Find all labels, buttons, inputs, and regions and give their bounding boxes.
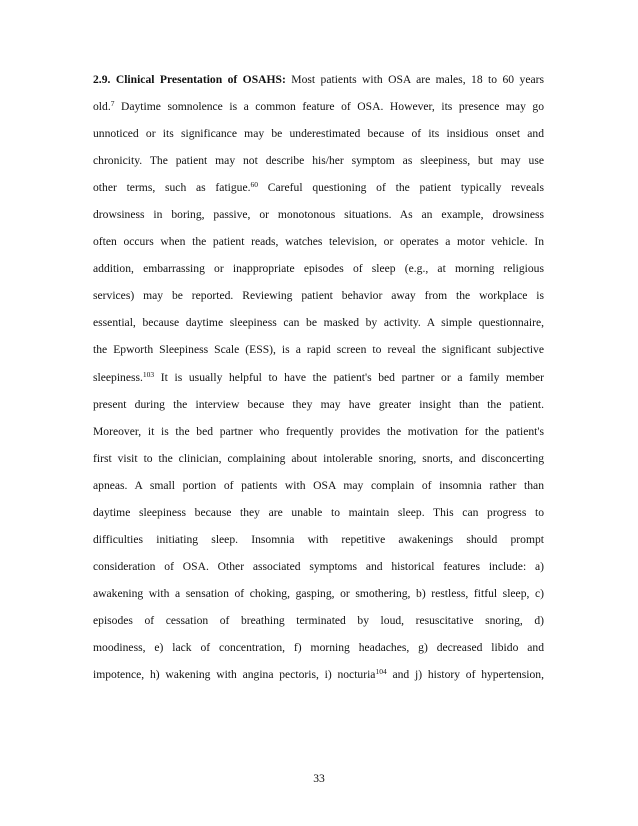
text-line	[93, 174, 544, 201]
text-line: consideration of OSA. Other associated symptoms and historical features include: a)	[93, 559, 544, 573]
text-line: chronicity. The patient may not describe his/her symptom as sleepiness, but may use	[93, 154, 544, 168]
text-line: episodes of cessation of breathing terminated by loud, resuscitative snoring, d)	[93, 613, 544, 627]
line-text: and j) history of hypertension,	[386, 668, 544, 682]
body-text	[93, 66, 544, 688]
text-line: first visit to the clinician, complaining about intolerable snoring, snorts, and disconcerting	[93, 451, 544, 465]
text-line: essential, because daytime sleepiness can be masked by activity. A simple questionnaire,	[93, 316, 544, 330]
citation-superscript: 7	[110, 99, 115, 109]
section-heading: 2.9. Clinical Presentation of OSAHS:	[93, 73, 286, 86]
text-line: drowsiness in boring, passive, or monotonous situations. As an example, drowsiness	[93, 208, 544, 222]
line-text: old.	[93, 100, 111, 114]
line-text: sleepiness.	[93, 370, 143, 384]
text-line: apneas. A small portion of patients with OSA may complain of insomnia rather than	[93, 478, 544, 492]
text-line: often occurs when the patient reads, watches television, or operates a motor vehicle. In	[93, 235, 544, 249]
line-text: other terms, such as fatigue.	[93, 181, 251, 195]
line-text: It is usually helpful to have the patient's bed partner or a family member	[154, 370, 544, 384]
line-text: Most patients with OSA are males, 18 to 60 years	[285, 73, 544, 86]
citation-superscript: 103	[142, 369, 155, 379]
text-line: difficulties initiating sleep. Insomnia with repetitive awakenings should prompt	[93, 532, 544, 546]
line-text: Careful questioning of the patient typically reveals	[258, 181, 544, 195]
text-line	[93, 66, 544, 93]
text-line: daytime sleepiness because they are unable to maintain sleep. This can progress to	[93, 505, 544, 519]
text-line: the Epworth Sleepiness Scale (ESS), is a rapid screen to reveal the significant subjective	[93, 343, 544, 357]
page-number: 33	[313, 772, 325, 785]
text-line	[93, 661, 544, 688]
text-line: present during the interview because they may have greater insight than the patient.	[93, 397, 544, 411]
text-line	[93, 93, 544, 120]
citation-superscript: 60	[250, 180, 259, 190]
line-text: impotence, h) wakening with angina pectoris, i) nocturia	[93, 668, 376, 682]
text-line: services) may be reported. Reviewing patient behavior away from the workplace is	[93, 289, 544, 303]
text-line: moodiness, e) lack of concentration, f) morning headaches, g) decreased libido and	[93, 640, 544, 654]
text-line: awakening with a sensation of choking, gasping, or smothering, b) restless, fitful sleep, c)	[93, 586, 544, 600]
text-line: addition, embarrassing or inappropriate episodes of sleep (e.g., at morning religious	[93, 262, 544, 276]
text-line: unnoticed or its significance may be underestimated because of its insidious onset and	[93, 127, 544, 141]
line-text: Daytime somnolence is a common feature of OSA. However, its presence may go	[114, 100, 544, 114]
text-line: Moreover, it is the bed partner who frequently provides the motivation for the patient's	[93, 424, 544, 438]
text-line	[93, 364, 544, 391]
citation-superscript: 104	[375, 667, 387, 677]
